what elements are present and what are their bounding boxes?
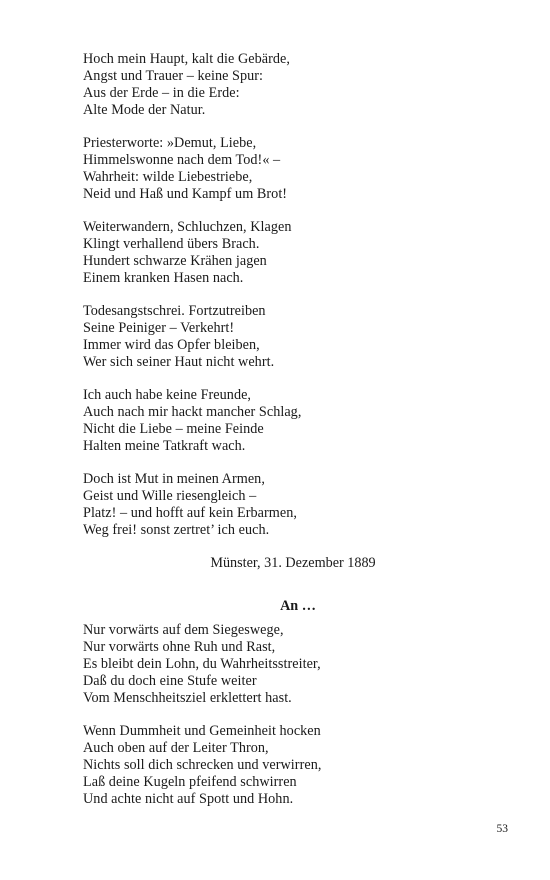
verse-line: Laß deine Kugeln pfeifend schwirren xyxy=(83,774,297,790)
poem-title: An … xyxy=(280,598,316,614)
verse-line: Nichts soll dich schrecken und verwirren, xyxy=(83,757,322,773)
poem2-stanza-1 xyxy=(83,622,321,707)
verse-line: Und achte nicht auf Spott und Hohn. xyxy=(83,791,294,807)
verse-line: Nur vorwärts auf dem Siegeswege, xyxy=(83,622,284,638)
poem1-stanza-5 xyxy=(83,387,301,455)
verse-line: Neid und Haß und Kampf um Brot! xyxy=(83,186,288,202)
verse-line: Nicht die Liebe – meine Feinde xyxy=(83,421,264,437)
verse-line: Geist und Wille riesengleich – xyxy=(83,488,257,504)
poem1-stanza-6 xyxy=(83,471,297,539)
page-number: 53 xyxy=(496,823,508,835)
verse-line: Es bleibt dein Lohn, du Wahrheitsstreiter, xyxy=(83,656,321,672)
poem1-stanza-1 xyxy=(83,51,290,119)
verse-line: Doch ist Mut in meinen Armen, xyxy=(83,471,265,487)
verse-line: Todesangstschrei. Fortzutreiben xyxy=(83,303,266,319)
verse-line: Auch oben auf der Leiter Thron, xyxy=(83,740,269,756)
verse-line: Angst und Trauer – keine Spur: xyxy=(83,68,264,84)
verse-line: Nur vorwärts ohne Ruh und Rast, xyxy=(83,639,276,655)
verse-line: Daß du doch eine Stufe weiter xyxy=(83,673,257,689)
verse-line: Seine Peiniger – Verkehrt! xyxy=(83,320,235,336)
verse-line: Immer wird das Opfer bleiben, xyxy=(83,337,260,353)
poem1-stanza-4 xyxy=(83,303,274,371)
verse-line: Einem kranken Hasen nach. xyxy=(83,270,244,286)
verse-line: Himmelswonne nach dem Tod!« – xyxy=(83,152,281,168)
verse-line: Halten meine Tatkraft wach. xyxy=(83,438,246,454)
verse-line: Vom Menschheitsziel erklettert hast. xyxy=(83,690,292,706)
verse-line: Auch nach mir hackt mancher Schlag, xyxy=(83,404,302,420)
verse-line: Ich auch habe keine Freunde, xyxy=(83,387,252,403)
poem2-stanza-2 xyxy=(83,723,321,808)
verse-line: Aus der Erde – in die Erde: xyxy=(83,85,240,101)
poem1-stanza-3 xyxy=(83,219,292,287)
poem-dateline: Münster, 31. Dezember 1889 xyxy=(210,555,376,571)
poem1-stanza-2 xyxy=(83,135,287,203)
verse-line: Weiterwandern, Schluchzen, Klagen xyxy=(83,219,292,235)
verse-line: Platz! – und hofft auf kein Erbarmen, xyxy=(83,505,297,521)
verse-line: Wenn Dummheit und Gemeinheit hocken xyxy=(83,723,321,739)
verse-line: Wahrheit: wilde Liebestriebe, xyxy=(83,169,253,185)
verse-line: Weg frei! sonst zertret’ ich euch. xyxy=(83,522,270,538)
verse-line: Wer sich seiner Haut nicht wehrt. xyxy=(83,354,275,370)
verse-line: Hoch mein Haupt, kalt die Gebärde, xyxy=(83,51,290,67)
verse-line: Klingt verhallend übers Brach. xyxy=(83,236,260,252)
verse-line: Alte Mode der Natur. xyxy=(83,102,206,118)
verse-line: Hundert schwarze Krähen jagen xyxy=(83,253,267,269)
verse-line: Priesterworte: »Demut, Liebe, xyxy=(83,135,257,151)
